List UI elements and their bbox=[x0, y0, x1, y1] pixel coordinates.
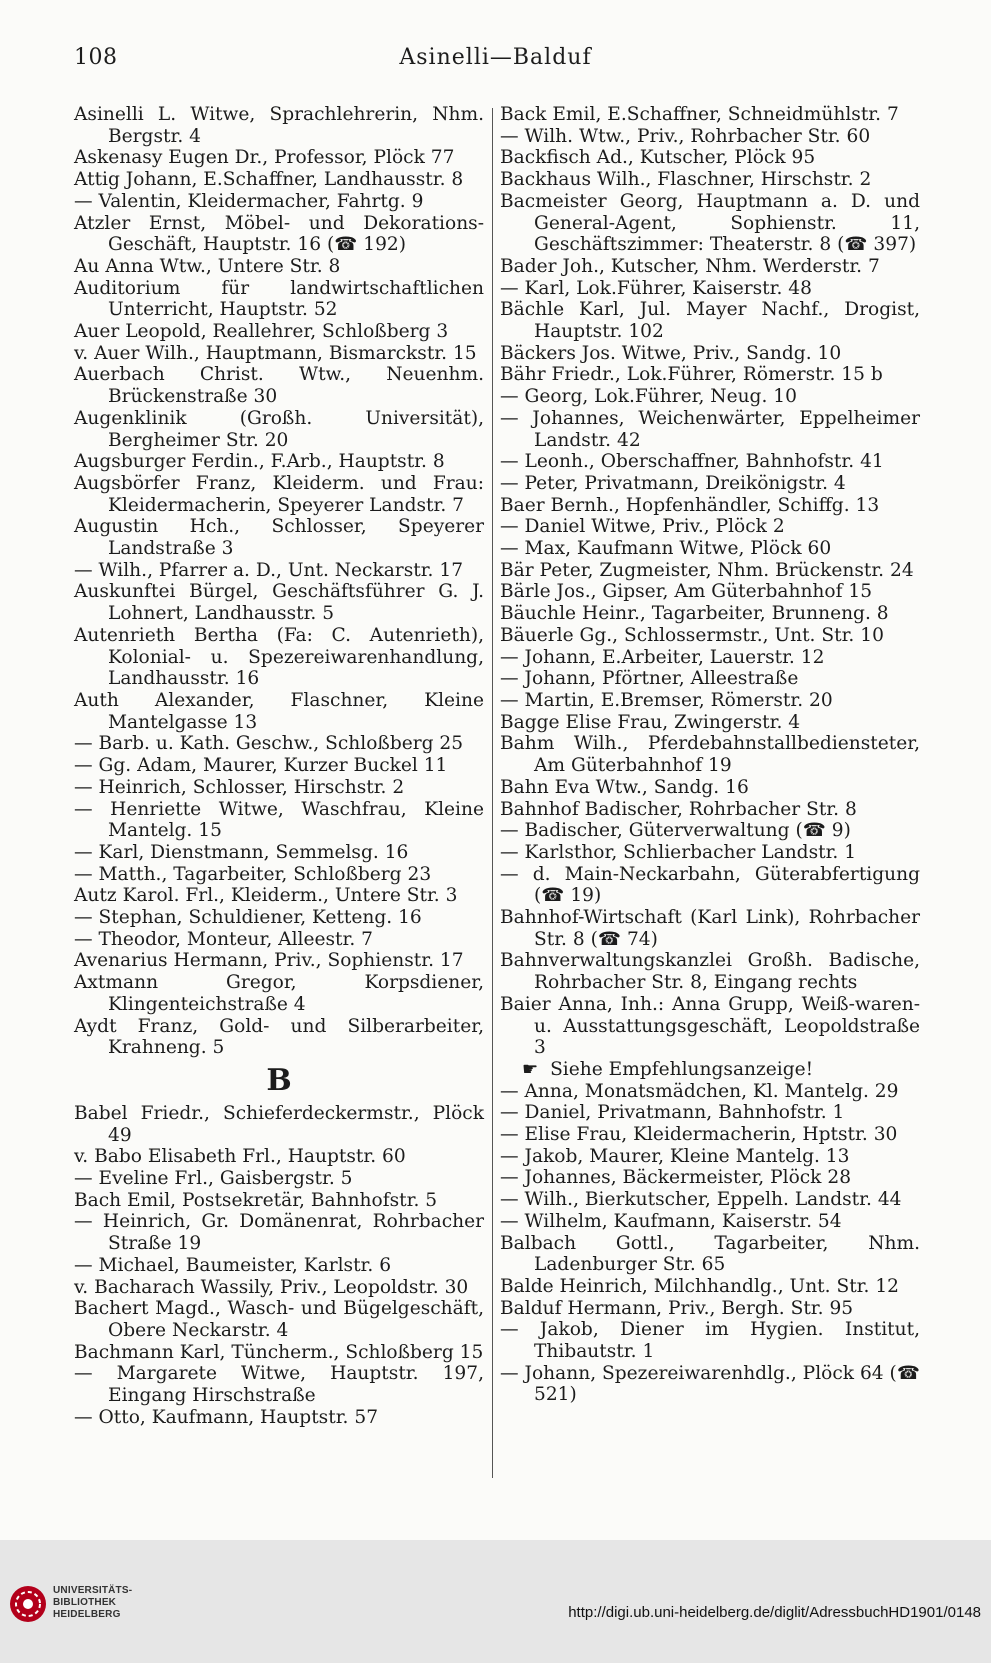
directory-entry: Bär Peter, Zugmeister, Nhm. Brückenstr. 24 bbox=[500, 559, 914, 581]
directory-entry: Bähr Friedr., Lok.Führer, Römerstr. 15 b bbox=[500, 364, 883, 386]
directory-entry: — Henriette Witwe, Waschfrau, Kleine Mantelg. 15 bbox=[74, 798, 484, 842]
footer-bar bbox=[0, 1540, 991, 1663]
directory-entry: Auer Leopold, Reallehrer, Schloßberg 3 bbox=[74, 321, 449, 343]
directory-entry: Bagge Elise Frau, Zwingerstr. 4 bbox=[500, 711, 801, 733]
directory-entry: Augsburger Ferdin., F.Arb., Hauptstr. 8 bbox=[74, 451, 445, 473]
directory-entry: — Johann, Pförtner, Alleestraße bbox=[500, 668, 799, 690]
directory-entry: — Barb. u. Kath. Geschw., Schloßberg 25 bbox=[74, 733, 464, 755]
directory-entry: Bachmann Karl, Tüncherm., Schloßberg 15 bbox=[74, 1341, 484, 1363]
directory-entry: — Anna, Monatsmädchen, Kl. Mantelg. 29 bbox=[500, 1080, 899, 1102]
directory-entry: — Badischer, Güterverwaltung (☎ 9) bbox=[500, 820, 851, 842]
directory-entry: Bacmeister Georg, Hauptmann a. D. und General-Agent, Sophienstr. 11, Geschäftszimmer: Theaterstr. 8 (☎ 397) bbox=[500, 190, 920, 256]
directory-entry: Augustin Hch., Schlosser, Speyerer Landstraße 3 bbox=[74, 516, 484, 560]
directory-entry: Asinelli L. Witwe, Sprachlehrerin, Nhm. Bergstr. 4 bbox=[74, 104, 484, 147]
directory-entry: — Daniel Witwe, Priv., Plöck 2 bbox=[500, 516, 785, 538]
directory-entry: Bahnhof-Wirtschaft (Karl Link), Rohrbacher Str. 8 (☎ 74) bbox=[500, 907, 920, 950]
directory-entry: — Johannes, Weichenwärter, Eppelheimer Landstr. 42 bbox=[500, 407, 920, 451]
pointing-hand-icon: ☛ bbox=[522, 1058, 539, 1080]
directory-entry: — Max, Kaufmann Witwe, Plöck 60 bbox=[500, 538, 832, 560]
directory-entry: — Johann, E.Arbeiter, Lauerstr. 12 bbox=[500, 646, 825, 668]
right-entries-b bbox=[500, 1081, 920, 1407]
directory-entry: — Gg. Adam, Maurer, Kurzer Buckel 11 bbox=[74, 755, 448, 777]
directory-entry: — Georg, Lok.Führer, Neug. 10 bbox=[500, 386, 797, 408]
directory-entry: — Theodor, Monteur, Alleestr. 7 bbox=[74, 928, 374, 950]
directory-entry: — Johann, Spezereiwarenhdlg., Plöck 64 (☎ 521) bbox=[500, 1362, 920, 1406]
directory-entry: Bachert Magd., Wasch- und Bügelgeschäft, Obere Neckarstr. 4 bbox=[74, 1298, 484, 1341]
directory-entry: v. Bacharach Wassily, Priv., Leopoldstr. 30 bbox=[74, 1276, 469, 1298]
library-logo-text bbox=[53, 1585, 132, 1621]
directory-entry: Auerbach Christ. Wtw., Neuenhm. Brückenstraße 30 bbox=[74, 364, 484, 408]
directory-entry: — Daniel, Privatmann, Bahnhofstr. 1 bbox=[500, 1102, 845, 1124]
directory-entry: Bärle Jos., Gipser, Am Güterbahnhof 15 bbox=[500, 581, 873, 603]
directory-entry: — Michael, Baumeister, Karlstr. 6 bbox=[74, 1254, 392, 1276]
directory-entry: Autenrieth Bertha (Fa: C. Autenrieth), Kolonial- u. Spezereiwarenhandlung, Landhausstr. 16 bbox=[74, 624, 484, 690]
directory-entry: — Eveline Frl., Gaisbergstr. 5 bbox=[74, 1168, 353, 1190]
directory-entry: Balduf Hermann, Priv., Bergh. Str. 95 bbox=[500, 1297, 854, 1319]
notice-line bbox=[500, 1059, 920, 1081]
directory-entry: — Karlsthor, Schlierbacher Landstr. 1 bbox=[500, 841, 857, 863]
directory-entry: Bahnverwaltungskanzlei Großh. Badische, Rohrbacher Str. 8, Eingang rechts bbox=[500, 950, 920, 994]
directory-entry: Bach Emil, Postsekretär, Bahnhofstr. 5 bbox=[74, 1189, 438, 1211]
directory-entry: Askenasy Eugen Dr., Professor, Plöck 77 bbox=[74, 147, 455, 169]
running-head: Asinelli—Balduf bbox=[399, 45, 592, 70]
directory-entry: — Jakob, Diener im Hygien. Institut, Thibautstr. 1 bbox=[500, 1319, 920, 1363]
right-entries-a bbox=[500, 104, 920, 1059]
logo-line-2: BIBLIOTHEK bbox=[53, 1597, 117, 1608]
left-column bbox=[74, 104, 484, 1428]
directory-entry: — Matth., Tagarbeiter, Schloßberg 23 bbox=[74, 863, 432, 885]
directory-entry: Auskunftei Bürgel, Geschäftsführer G. J. Lohnert, Landhausstr. 5 bbox=[74, 581, 484, 625]
directory-entry: Bäuchle Heinr., Tagarbeiter, Brunneng. 8 bbox=[500, 603, 889, 625]
directory-entry: — Otto, Kaufmann, Hauptstr. 57 bbox=[74, 1406, 379, 1428]
directory-entry: Babel Friedr., Schieferdeckermstr., Plöck 49 bbox=[74, 1102, 484, 1146]
directory-entry: Bahnhof Badischer, Rohrbacher Str. 8 bbox=[500, 798, 857, 820]
directory-entry: — Heinrich, Gr. Domänenrat, Rohrbacher Straße 19 bbox=[74, 1211, 484, 1255]
directory-entry: Balde Heinrich, Milchhandlg., Unt. Str. 12 bbox=[500, 1275, 900, 1297]
directory-entry: Bächle Karl, Jul. Mayer Nachf., Drogist, Hauptstr. 102 bbox=[500, 299, 920, 343]
directory-entry: Augenklinik (Großh. Universität), Bergheimer Str. 20 bbox=[74, 407, 484, 451]
column-divider bbox=[492, 108, 493, 1478]
directory-entry: Balbach Gottl., Tagarbeiter, Nhm. Ladenburger Str. 65 bbox=[500, 1232, 920, 1276]
directory-entry: Bahm Wilh., Pferdebahnstallbediensteter, Am Güterbahnhof 19 bbox=[500, 733, 920, 777]
directory-entry: — Karl, Dienstmann, Semmelsg. 16 bbox=[74, 841, 409, 863]
directory-entry: Bader Joh., Kutscher, Nhm. Werderstr. 7 bbox=[500, 255, 880, 277]
directory-entry: Avenarius Hermann, Priv., Sophienstr. 17 bbox=[74, 950, 464, 972]
directory-entry: — Johannes, Bäckermeister, Plöck 28 bbox=[500, 1167, 852, 1189]
directory-entry: Autz Karol. Frl., Kleiderm., Untere Str. 3 bbox=[74, 885, 458, 907]
directory-entry: v. Babo Elisabeth Frl., Hauptstr. 60 bbox=[74, 1146, 406, 1168]
directory-entry: — Wilh., Bierkutscher, Eppelh. Landstr. 44 bbox=[500, 1189, 902, 1211]
directory-entry: Backhaus Wilh., Flaschner, Hirschstr. 2 bbox=[500, 169, 872, 191]
directory-entry: — Peter, Privatmann, Dreikönigstr. 4 bbox=[500, 472, 846, 494]
directory-entry: Baer Bernh., Hopfenhändler, Schiffg. 13 bbox=[500, 494, 880, 516]
directory-entry: v. Auer Wilh., Hauptmann, Bismarckstr. 15 bbox=[74, 342, 477, 364]
logo-line-3: HEIDELBERG bbox=[53, 1609, 121, 1620]
directory-entry: — Margarete Witwe, Hauptstr. 197, Eingang Hirschstraße bbox=[74, 1363, 484, 1407]
right-column bbox=[500, 104, 920, 1406]
left-entries-a bbox=[74, 104, 484, 1059]
directory-entry: — Stephan, Schuldiener, Ketteng. 16 bbox=[74, 907, 422, 929]
source-url-link[interactable]: http://digi.ub.uni-heidelberg.de/diglit/AdressbuchHD1901/0148 bbox=[568, 1604, 981, 1621]
directory-entry: — Wilh., Pfarrer a. D., Unt. Neckarstr. 17 bbox=[74, 559, 464, 581]
directory-entry: Bahn Eva Wtw., Sandg. 16 bbox=[500, 776, 749, 798]
directory-entry: Bäckers Jos. Witwe, Priv., Sandg. 10 bbox=[500, 342, 842, 364]
directory-entry: — Jakob, Maurer, Kleine Mantelg. 13 bbox=[500, 1145, 850, 1167]
page-header bbox=[0, 45, 991, 75]
directory-entry: — Elise Frau, Kleidermacherin, Hptstr. 30 bbox=[500, 1124, 898, 1146]
directory-entry: — Wilhelm, Kaufmann, Kaiserstr. 54 bbox=[500, 1210, 842, 1232]
directory-entry: Axtmann Gregor, Korpsdiener, Klingenteichstraße 4 bbox=[74, 972, 484, 1015]
directory-entry: — Valentin, Kleidermacher, Fahrtg. 9 bbox=[74, 190, 424, 212]
directory-entry: Backfisch Ad., Kutscher, Plöck 95 bbox=[500, 147, 816, 169]
notice-text: Siehe Empfehlungsanzeige! bbox=[550, 1058, 814, 1080]
directory-entry: Baier Anna, Inh.: Anna Grupp, Weiß-waren- u. Ausstattungsgeschäft, Leopoldstraße 3 bbox=[500, 993, 920, 1059]
section-letter: B bbox=[266, 1062, 292, 1098]
directory-entry: — Wilh. Wtw., Priv., Rohrbacher Str. 60 bbox=[500, 125, 871, 147]
directory-entry: Aydt Franz, Gold- und Silberarbeiter, Krahneng. 5 bbox=[74, 1015, 484, 1059]
left-entries-b bbox=[74, 1103, 484, 1429]
directory-entry: Auditorium für landwirtschaftlichen Unterricht, Hauptstr. 52 bbox=[74, 277, 484, 321]
directory-entry: Au Anna Wtw., Untere Str. 8 bbox=[74, 255, 341, 277]
directory-entry: Augsbörfer Franz, Kleiderm. und Frau: Kleidermacherin, Speyerer Landstr. 7 bbox=[74, 472, 484, 516]
directory-entry: — Karl, Lok.Führer, Kaiserstr. 48 bbox=[500, 277, 812, 299]
directory-entry: Auth Alexander, Flaschner, Kleine Mantelgasse 13 bbox=[74, 689, 484, 733]
directory-entry: Attig Johann, E.Schaffner, Landhausstr. 8 bbox=[74, 169, 464, 191]
directory-entry: — Heinrich, Schlosser, Hirschstr. 2 bbox=[74, 776, 405, 798]
page-number: 108 bbox=[74, 45, 118, 70]
directory-entry: Atzler Ernst, Möbel- und Dekorations-Geschäft, Hauptstr. 16 (☎ 192) bbox=[74, 212, 484, 256]
directory-entry: — Martin, E.Bremser, Römerstr. 20 bbox=[500, 689, 833, 711]
university-seal-icon bbox=[8, 1584, 48, 1624]
directory-entry: — d. Main-Neckarbahn, Güterabfertigung (☎ 19) bbox=[500, 863, 920, 907]
directory-entry: Back Emil, E.Schaffner, Schneidmühlstr. 7 bbox=[500, 104, 899, 125]
directory-entry: Bäuerle Gg., Schlossermstr., Unt. Str. 10 bbox=[500, 624, 884, 646]
logo-line-1: UNIVERSITÄTS- bbox=[53, 1585, 133, 1596]
library-logo[interactable] bbox=[8, 1582, 158, 1630]
directory-entry: — Leonh., Oberschaffner, Bahnhofstr. 41 bbox=[500, 451, 884, 473]
